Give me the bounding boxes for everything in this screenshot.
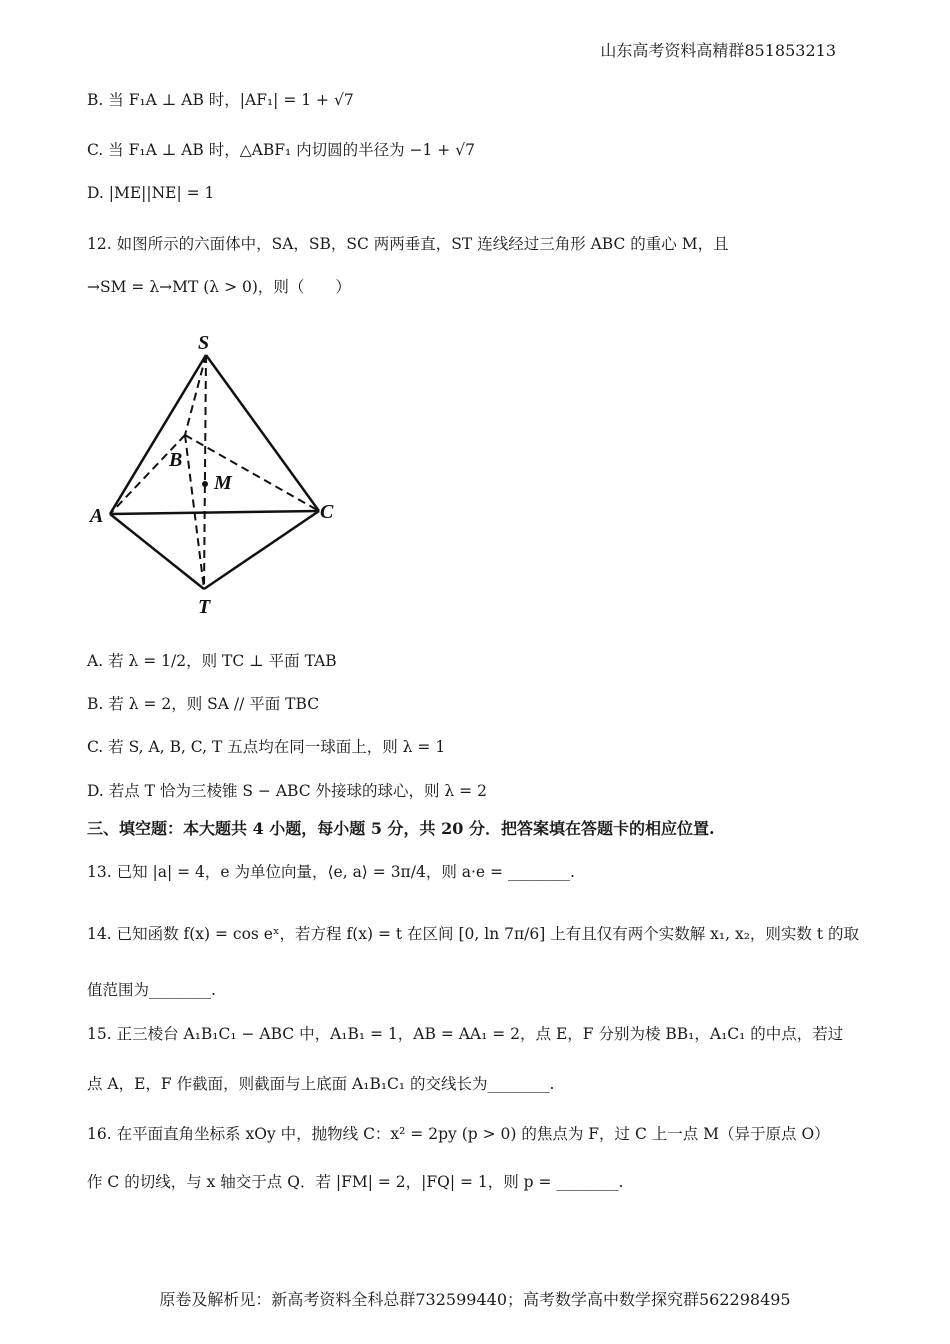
edge-AT: [110, 514, 204, 589]
q11-option-b: B. 当 F₁A ⊥ AB 时，|AF₁| = 1 + √7: [87, 91, 354, 109]
q12-option-c: C. 若 S, A, B, C, T 五点均在同一球面上，则 λ = 1: [87, 738, 446, 756]
edge-SB: [185, 355, 206, 435]
q15-line2: 点 A，E，F 作截面，则截面与上底面 A₁B₁C₁ 的交线长为________.: [87, 1075, 555, 1093]
header-group-text: 山东高考资料高精群851853213: [600, 41, 836, 60]
q12-stem-line1: 12. 如图所示的六面体中，SA，SB，SC 两两垂直，ST 连线经过三角形 ABC 的重心 M，且: [87, 235, 729, 253]
footer-text: 原卷及解析见：新高考资料全科总群732599440；高考数学高中数学探究群562298495: [159, 1290, 791, 1309]
label-A: A: [90, 505, 104, 527]
q13-text: 13. 已知 |a| = 4，e 为单位向量，⟨e, a⟩ = 3π/4，则 a·e = ________.: [87, 863, 575, 881]
q12-option-b: B. 若 λ = 2，则 SA // 平面 TBC: [87, 695, 320, 713]
q15-line1: 15. 正三棱台 A₁B₁C₁ − ABC 中，A₁B₁ = 1，AB = AA₁ = 2，点 E，F 分别为棱 BB₁，A₁C₁ 的中点，若过: [87, 1025, 844, 1043]
hexahedron-figure: [80, 325, 350, 625]
label-M: M: [214, 472, 232, 494]
edge-AB: [110, 435, 185, 514]
q12-option-a: A. 若 λ = 1/2，则 TC ⊥ 平面 TAB: [87, 652, 337, 670]
q11-option-c: C. 当 F₁A ⊥ AB 时，△ABF₁ 内切圆的半径为 −1 + √7: [87, 141, 475, 159]
section3-title: 三、填空题：本大题共 4 小题，每小题 5 分，共 20 分．把答案填在答题卡的相应位置.: [87, 819, 715, 838]
edge-CT: [204, 511, 319, 589]
q12-stem-line2: →SM = λ→MT (λ > 0)，则（ ）: [87, 278, 351, 296]
edge-AC: [110, 511, 319, 514]
q16-line2: 作 C 的切线，与 x 轴交于点 Q．若 |FM| = 2，|FQ| = 1，则 p = ________.: [87, 1173, 624, 1191]
q14-line1: 14. 已知函数 f(x) = cos eˣ，若方程 f(x) = t 在区间 [0, ln 7π/6] 上有且仅有两个实数解 x₁, x₂，则实数 t 的取: [87, 925, 859, 943]
label-B: B: [169, 449, 183, 471]
label-S: S: [198, 332, 210, 354]
q11-option-d: D. |ME||NE| = 1: [87, 184, 215, 202]
q12-option-d: D. 若点 T 恰为三棱锥 S − ABC 外接球的球心，则 λ = 2: [87, 782, 487, 800]
q16-line1: 16. 在平面直角坐标系 xOy 中，抛物线 C：x² = 2py (p > 0) 的焦点为 F，过 C 上一点 M（异于原点 O）: [87, 1125, 830, 1143]
point-M: [202, 481, 208, 487]
q14-line2: 值范围为________.: [87, 981, 216, 999]
label-C: C: [320, 501, 334, 523]
line-ST: [204, 355, 206, 589]
label-T: T: [198, 596, 211, 618]
